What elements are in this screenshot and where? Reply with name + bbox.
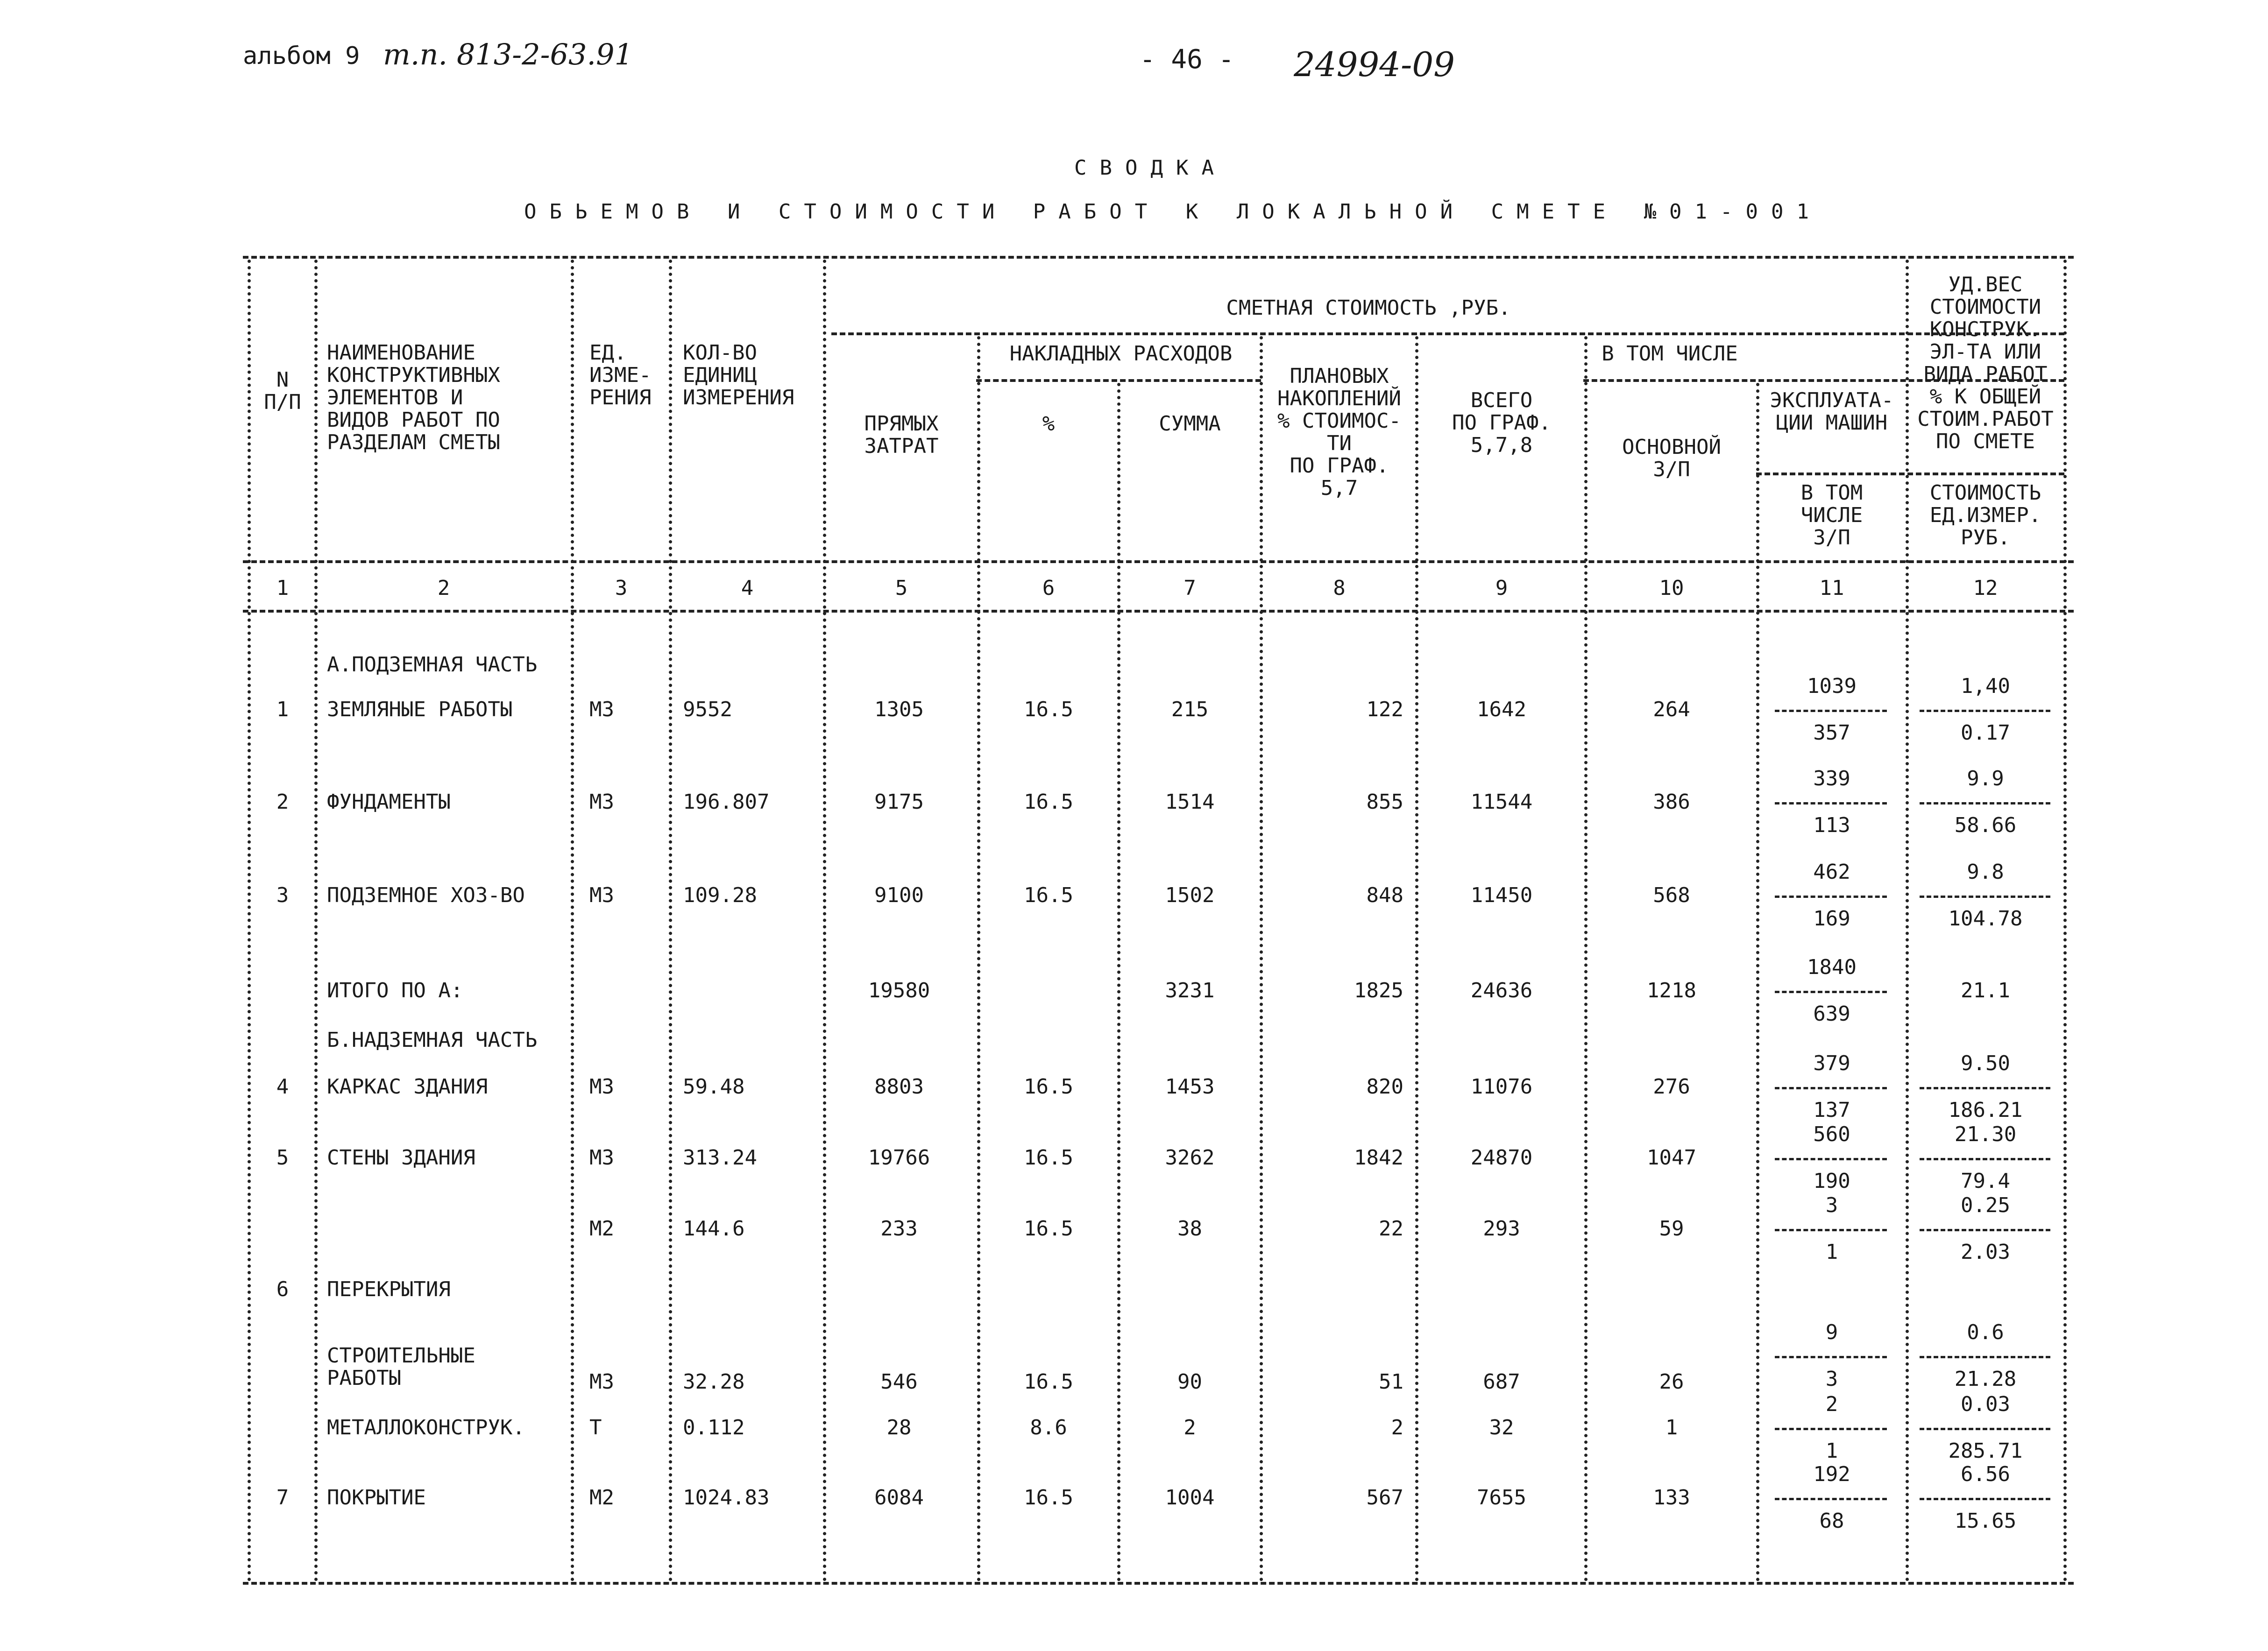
cell-no: 7 <box>276 1486 289 1510</box>
document-subtitle: ОБЬЕМОВ И СТОИМОСТИ РАБОТ К ЛОКАЛЬНОЙ СМЕТЕ №01-001 <box>524 200 1822 224</box>
colnum-bottom-rule <box>243 610 2074 613</box>
cell-qty: 32.28 <box>683 1370 745 1394</box>
fraction-rule <box>1775 1498 1887 1500</box>
cell-no: 3 <box>276 883 289 907</box>
cell-unit: М3 <box>589 1146 614 1170</box>
cell-c5: 9175 <box>874 790 924 814</box>
cell-c7: 2 <box>1184 1416 1196 1439</box>
col-separator <box>2063 260 2067 1582</box>
table-top-rule <box>243 256 2074 259</box>
header-col11-top: ЭКСПЛУАТА- ЦИИ МАШИН <box>1770 388 1894 435</box>
column-number: 8 <box>1333 576 1346 600</box>
cell-c12-bottom: 0.17 <box>1961 721 2010 745</box>
cell-unit: М2 <box>589 1217 614 1241</box>
column-number: 9 <box>1495 576 1508 600</box>
column-number: 2 <box>437 576 450 600</box>
header-col11-bottom: В ТОМ ЧИСЛЕ З/П <box>1800 481 1863 550</box>
cell-c5: 19580 <box>868 979 930 1002</box>
header-col4: КОЛ-ВО ЕДИНИЦ ИЗМЕРЕНИЯ <box>683 341 794 409</box>
header-col9: ВСЕГО ПО ГРАФ. 5,7,8 <box>1452 388 1551 457</box>
fraction-rule <box>1920 1158 2050 1160</box>
cell-qty: 59.48 <box>683 1075 745 1099</box>
cell-c12-bottom: 79.4 <box>1961 1169 2010 1193</box>
cell-c9: 11450 <box>1470 883 1533 907</box>
cell-unit: М3 <box>589 1075 614 1099</box>
cell-qty: 9552 <box>683 698 732 721</box>
cell-no: 4 <box>276 1075 289 1099</box>
cell-c11-top: 3 <box>1825 1193 1838 1217</box>
cell-qty: 0.112 <box>683 1416 745 1439</box>
cell-c11-top: 2 <box>1825 1392 1838 1416</box>
cell-c6: 16.5 <box>1024 1075 1073 1099</box>
cell-c12-top: 0.03 <box>1961 1392 2010 1416</box>
col-separator <box>1260 336 1263 1582</box>
header-bottom-rule <box>243 560 2074 563</box>
column-number: 3 <box>615 576 628 600</box>
cell-c6: 8.6 <box>1030 1416 1067 1439</box>
cell-c8: 122 <box>1366 698 1403 721</box>
col-separator <box>314 260 318 1582</box>
cell-c6: 16.5 <box>1024 790 1073 814</box>
header-overhead-rule <box>976 379 1261 382</box>
cell-c12-top: 9.9 <box>1967 767 2004 790</box>
fraction-rule <box>1775 802 1887 804</box>
cell-name: ПОКРЫТИЕ <box>327 1486 426 1510</box>
stamp-number: 24994-09 <box>1294 45 1455 84</box>
cell-c10: 1047 <box>1647 1146 1696 1170</box>
cell-c11-bottom: 137 <box>1813 1098 1850 1122</box>
cell-name: ИТОГО ПО А: <box>327 979 463 1002</box>
cell-c11-bottom: 1 <box>1825 1439 1838 1463</box>
fraction-rule <box>1775 896 1887 898</box>
cell-c10: 568 <box>1653 883 1690 907</box>
header-cost-group: СМЕТНАЯ СТОИМОСТЬ ,РУБ. <box>1226 296 1511 320</box>
cell-no: 1 <box>276 698 289 721</box>
cell-c12-bottom: 2.03 <box>1961 1240 2010 1264</box>
cell-c5: 1305 <box>874 698 924 721</box>
fraction-rule <box>1775 1087 1887 1089</box>
fraction-rule <box>1775 1158 1887 1160</box>
cell-c6: 16.5 <box>1024 1370 1073 1394</box>
fraction-rule <box>1920 1087 2050 1089</box>
fraction-rule <box>1775 991 1887 993</box>
column-number: 1 <box>276 576 289 600</box>
cell-no: 6 <box>276 1277 289 1301</box>
column-number: 11 <box>1819 576 1844 600</box>
cell-c7: 215 <box>1171 698 1209 721</box>
cell-c12-top: 6.56 <box>1961 1462 2010 1486</box>
header-col5: ПРЯМЫХ ЗАТРАТ <box>864 412 939 458</box>
column-number: 10 <box>1659 576 1684 600</box>
column-number: 7 <box>1184 576 1196 600</box>
cell-c8: 51 <box>1379 1370 1403 1394</box>
cell-c11-top: 462 <box>1813 860 1850 884</box>
cell-c11-top: 379 <box>1813 1051 1850 1075</box>
cell-c11-bottom: 169 <box>1813 907 1850 931</box>
cell-unit: М3 <box>589 883 614 907</box>
cell-c10: 276 <box>1653 1075 1690 1099</box>
cell-c5: 9100 <box>874 883 924 907</box>
cell-unit: Т <box>589 1416 602 1439</box>
cell-c8: 1825 <box>1354 979 1403 1002</box>
page-number: - 46 - <box>1140 44 1234 75</box>
cell-c7: 1453 <box>1165 1075 1215 1099</box>
cell-c5: 28 <box>886 1416 912 1439</box>
table-bottom-rule <box>243 1582 2074 1585</box>
cell-c9: 11544 <box>1470 790 1533 814</box>
header-col12-top: УД.ВЕС СТОИМОСТИ КОНСТРУК. ЭЛ-ТА ИЛИ ВИДА РАБОТ % К ОБЩЕЙ СТОИМ.РАБОТ ПО СМЕТЕ <box>1917 273 2054 453</box>
col-separator <box>1584 336 1588 1582</box>
cell-name: Б.НАДЗЕМНАЯ ЧАСТЬ <box>327 1028 538 1052</box>
cell-c11-bottom: 190 <box>1813 1169 1850 1193</box>
cell-c9: 7655 <box>1477 1486 1526 1510</box>
cell-name: ПОДЗЕМНОЕ ХОЗ-ВО <box>327 883 525 907</box>
col-separator <box>248 260 251 1582</box>
cell-c11-top: 560 <box>1813 1122 1850 1146</box>
cell-name: ФУНДАМЕНТЫ <box>327 790 451 814</box>
col-separator <box>977 336 980 1582</box>
cell-c10: 264 <box>1653 698 1690 721</box>
album-label: альбом 9 <box>243 42 360 70</box>
cell-c8: 820 <box>1366 1075 1403 1099</box>
cell-c7: 3262 <box>1165 1146 1215 1170</box>
cell-c6: 16.5 <box>1024 883 1073 907</box>
col-separator <box>669 260 672 1582</box>
cell-c11-bottom: 68 <box>1819 1509 1844 1533</box>
header-col10: ОСНОВНОЙ З/П <box>1622 435 1721 481</box>
cell-unit: М2 <box>589 1486 614 1510</box>
cell-qty: 1024.83 <box>683 1486 770 1510</box>
cell-c6: 16.5 <box>1024 1217 1073 1241</box>
cell-c5: 19766 <box>868 1146 930 1170</box>
cell-unit: М3 <box>589 790 614 814</box>
column-number: 5 <box>895 576 908 600</box>
cell-c11-top: 1840 <box>1807 955 1857 979</box>
cell-c12-bottom: 58.66 <box>1954 813 2017 837</box>
header-col12-bottom: СТОИМОСТЬ ЕД.ИЗМЕР. РУБ. <box>1929 481 2041 550</box>
col-separator <box>1415 336 1418 1582</box>
fraction-rule <box>1775 710 1887 712</box>
column-number: 12 <box>1973 576 1998 600</box>
cell-c9: 32 <box>1489 1416 1514 1439</box>
cell-c11-bottom: 113 <box>1813 813 1850 837</box>
cell-c8: 22 <box>1379 1217 1403 1241</box>
fraction-rule <box>1775 1428 1887 1430</box>
header-overhead-group: НАКЛАДНЫХ РАСХОДОВ <box>1009 342 1233 366</box>
cell-no: 2 <box>276 790 289 814</box>
cell-c7: 1004 <box>1165 1486 1215 1510</box>
fraction-rule <box>1775 1356 1887 1358</box>
cell-qty: 313.24 <box>683 1146 757 1170</box>
cell-c8: 567 <box>1366 1486 1403 1510</box>
header-col6: % <box>1042 412 1055 436</box>
cell-c9: 1642 <box>1477 698 1526 721</box>
cell-c12: 21.1 <box>1961 979 2010 1002</box>
cell-c9: 293 <box>1483 1217 1520 1241</box>
cell-c11-bottom: 639 <box>1813 1002 1850 1026</box>
cell-c5: 8803 <box>874 1075 924 1099</box>
fraction-rule <box>1920 1356 2050 1358</box>
cell-name: СТРОИТЕЛЬНЫЕ РАБОТЫ <box>327 1344 475 1390</box>
cell-c12-bottom: 186.21 <box>1948 1098 2023 1122</box>
cell-qty: 109.28 <box>683 883 757 907</box>
cell-c11-top: 9 <box>1825 1320 1838 1344</box>
cell-unit: М3 <box>589 1370 614 1394</box>
col-separator <box>823 260 826 1582</box>
cell-c11-top: 339 <box>1813 767 1850 790</box>
cell-c10: 1 <box>1665 1416 1678 1439</box>
cell-c12-top: 0.25 <box>1961 1193 2010 1217</box>
cell-name: ПЕРЕКРЫТИЯ <box>327 1277 451 1301</box>
cell-c11-bottom: 1 <box>1825 1240 1838 1264</box>
col-separator <box>1117 383 1120 1582</box>
cell-c11-bottom: 357 <box>1813 721 1850 745</box>
cell-c6: 16.5 <box>1024 698 1073 721</box>
cell-c12-bottom: 21.28 <box>1954 1367 2017 1391</box>
header-col1: N П/П <box>264 368 301 414</box>
cell-c6: 16.5 <box>1024 1146 1073 1170</box>
fraction-rule <box>1920 1498 2050 1500</box>
cell-c10: 26 <box>1659 1370 1684 1394</box>
cell-c7: 1502 <box>1165 883 1215 907</box>
document-title: СВОДКА <box>1074 156 1227 180</box>
fraction-rule <box>1920 1229 2050 1231</box>
col-separator <box>571 260 574 1582</box>
cell-c8: 848 <box>1366 883 1403 907</box>
cell-c5: 6084 <box>874 1486 924 1510</box>
project-code: т.п. 813-2-63.91 <box>383 37 633 71</box>
cell-c12-top: 9.8 <box>1967 860 2004 884</box>
cell-c6: 16.5 <box>1024 1486 1073 1510</box>
cell-c9: 24870 <box>1470 1146 1533 1170</box>
cell-c12-bottom: 15.65 <box>1954 1509 2017 1533</box>
fraction-rule <box>1920 710 2050 712</box>
cell-c12-top: 0.6 <box>1967 1320 2004 1344</box>
cell-c11-top: 1039 <box>1807 674 1857 698</box>
cell-c8: 855 <box>1366 790 1403 814</box>
header-col11-rule <box>1756 473 2064 475</box>
cell-name: СТЕНЫ ЗДАНИЯ <box>327 1146 475 1170</box>
cell-c7: 3231 <box>1165 979 1215 1002</box>
cell-c12-top: 21.30 <box>1954 1122 2017 1146</box>
cell-c8: 2 <box>1391 1416 1403 1439</box>
cell-name: КАРКАС ЗДАНИЯ <box>327 1075 488 1099</box>
cell-c7: 1514 <box>1165 790 1215 814</box>
header-incl-group: В ТОМ ЧИСЛЕ <box>1602 342 1738 366</box>
cell-c7: 38 <box>1177 1217 1202 1241</box>
header-cost-rule <box>831 332 2064 335</box>
cell-c8: 1842 <box>1354 1146 1403 1170</box>
cell-unit: М3 <box>589 698 614 721</box>
header-col3: ЕД. ИЗМЕ- РЕНИЯ <box>589 341 652 409</box>
cell-c12-top: 1,40 <box>1961 674 2010 698</box>
cell-c7: 90 <box>1177 1370 1202 1394</box>
cell-name: МЕТАЛЛОКОНСТРУК. <box>327 1416 525 1439</box>
column-number: 4 <box>741 576 754 600</box>
cell-c10: 1218 <box>1647 979 1696 1002</box>
cell-qty: 196.807 <box>683 790 770 814</box>
cell-c9: 687 <box>1483 1370 1520 1394</box>
cell-c11-bottom: 3 <box>1825 1367 1838 1391</box>
fraction-rule <box>1920 896 2050 898</box>
cell-c12-top: 9.50 <box>1961 1051 2010 1075</box>
cell-c9: 11076 <box>1470 1075 1533 1099</box>
cell-c11-top: 192 <box>1813 1462 1850 1486</box>
cell-name: А.ПОДЗЕМНАЯ ЧАСТЬ <box>327 653 538 677</box>
column-number: 6 <box>1042 576 1055 600</box>
header-col2: НАИМЕНОВАНИЕ КОНСТРУКТИВНЫХ ЭЛЕМЕНТОВ И ВИДОВ РАБОТ ПО РАЗДЕЛАМ СМЕТЫ <box>327 341 500 454</box>
cell-name: ЗЕМЛЯНЫЕ РАБОТЫ <box>327 698 513 721</box>
cell-c12-bottom: 285.71 <box>1948 1439 2023 1463</box>
cell-no: 5 <box>276 1146 289 1170</box>
fraction-rule <box>1920 1428 2050 1430</box>
fraction-rule <box>1775 1229 1887 1231</box>
cell-c10: 133 <box>1653 1486 1690 1510</box>
fraction-rule <box>1920 802 2050 804</box>
cell-c10: 386 <box>1653 790 1690 814</box>
header-col8: ПЛАНОВЫХ НАКОПЛЕНИЙ % СТОИМОС- ТИ ПО ГРАФ. 5,7 <box>1277 364 1401 500</box>
cell-c5: 233 <box>880 1217 918 1241</box>
cell-c12-bottom: 104.78 <box>1948 907 2023 931</box>
header-col7: СУММА <box>1159 412 1221 436</box>
cell-c10: 59 <box>1659 1217 1684 1241</box>
cell-c5: 546 <box>880 1370 918 1394</box>
cell-qty: 144.6 <box>683 1217 745 1241</box>
cell-c9: 24636 <box>1470 979 1533 1002</box>
